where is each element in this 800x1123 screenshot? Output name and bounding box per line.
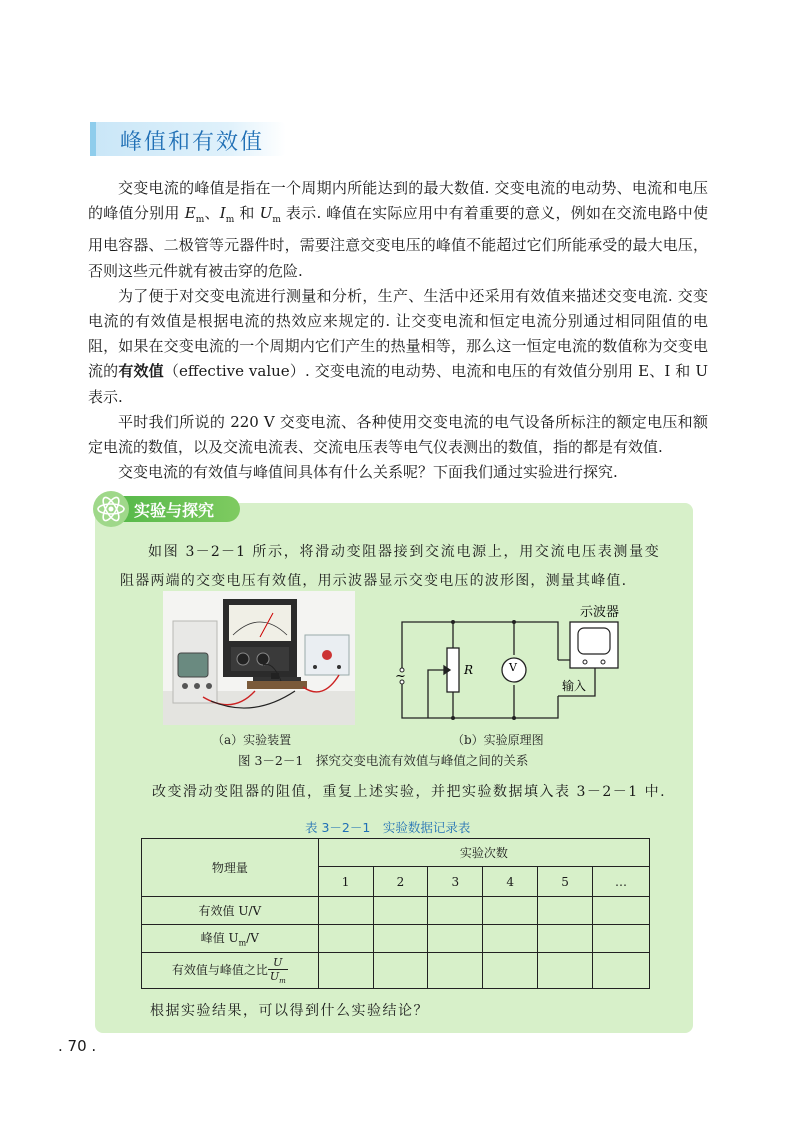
table-cell xyxy=(318,897,373,925)
paragraph-1: 交变电流的峰值是指在一个周期内所能达到的最大数值. 交变电流的电动势、电流和电压的峰值分别用 $E_m$、$I_m$ 和 $U_m$ 表示. 峰值在实际应用中有着重要的意义，例如在交流电路中使用电容器、二极管等元器件时，需要注意交变电压的峰值不能超过它们所能承受的最大电压，否则这些元件就有被击穿的危险. xyxy=(88,179,708,280)
table-cell xyxy=(593,953,650,989)
apparatus-illustration xyxy=(163,591,355,725)
table-header-row xyxy=(142,839,650,867)
table-row xyxy=(142,925,650,953)
trial-number: … xyxy=(593,867,650,897)
conclusion-question: 根据实验结果，可以得到什么实验结论？ xyxy=(150,1003,429,1019)
trial-number: 4 xyxy=(483,867,538,897)
table-cell xyxy=(428,953,483,989)
trial-number: 5 xyxy=(538,867,593,897)
row-label-ratio: 有效值与峰值之比 $\frac{U}{U_m}$ xyxy=(142,953,319,989)
instruction-text: 改变滑动变阻器的阻值，重复上述实验，并把实验数据填入表 3－2－1 中. xyxy=(152,784,667,800)
caption-b: （b）实验原理图 xyxy=(452,733,544,747)
trial-number: 2 xyxy=(373,867,428,897)
table-cell xyxy=(318,953,373,989)
row-label-peak: 峰值 $U_m/V$ xyxy=(142,925,319,953)
voltmeter-label: V xyxy=(509,661,517,674)
key-term: 有效值 xyxy=(118,362,164,381)
row-label-effective: 有效值 U/V xyxy=(142,897,319,925)
table-cell xyxy=(428,925,483,953)
section-title: 峰值和有效值 xyxy=(120,130,265,155)
trial-number: 3 xyxy=(428,867,483,897)
experiment-label: 实验与探究 xyxy=(120,496,240,522)
table-cell xyxy=(593,897,650,925)
table-cell xyxy=(483,897,538,925)
trial-number: 1 xyxy=(318,867,373,897)
circuit-diagram xyxy=(390,600,635,730)
table-cell xyxy=(593,925,650,953)
table-title: 表 3－2－1 实验数据记录表 xyxy=(305,820,471,835)
table-cell xyxy=(483,925,538,953)
trials-header: 实验次数 xyxy=(318,839,649,867)
oscilloscope-label: 示波器 xyxy=(580,605,620,620)
table-cell xyxy=(373,953,428,989)
section-title-banner xyxy=(90,122,286,156)
paragraph-3: 平时我们所说的 220 V 交变电流、各种使用交变电流的电气设备所标注的额定电压和额定电流的数值，以及交流电流表、交流电压表等电气仪表测出的数值，指的都是有效值. xyxy=(88,412,708,457)
ac-source-symbol: ~ xyxy=(395,669,406,684)
table-row xyxy=(142,953,650,989)
table-cell xyxy=(428,897,483,925)
data-table xyxy=(141,838,650,989)
experiment-intro: 如图 3－2－1 所示，将滑动变阻器接到交流电源上，用交流电压表测量变阻器两端的交变电压有效值，用示波器显示交变电压的波形图，测量其峰值. xyxy=(120,544,660,589)
atom-icon xyxy=(92,490,130,528)
ratio-fraction: $\frac{U}{U_m}$ xyxy=(269,955,286,986)
table-cell xyxy=(318,925,373,953)
paragraph-4: 交变电流的有效值与峰值间具体有什么关系呢？下面我们通过实验进行探究. xyxy=(118,463,618,482)
paragraph-2: 为了便于对交变电流进行测量和分析，生产、生活中还采用有效值来描述交变电流. 交变电流的有效值是根据电流的热效应来规定的. 让交变电流和恒定电流分别通过相同阻值的电阻，如果在交变电流的一个周期内它们产生的热量相等，那么这一恒定电流的数值称为交变电流的有效值（effective value）. 交变电流的电动势、电流和电压的有效值分别用 E、I 和 U 表示. xyxy=(88,286,708,406)
body-text xyxy=(88,176,708,485)
table-cell xyxy=(538,897,593,925)
experiment-header xyxy=(92,490,242,524)
resistor-label: R xyxy=(464,663,474,677)
quantity-header: 物理量 xyxy=(142,839,319,897)
table-cell xyxy=(538,953,593,989)
page-number: . 70 . xyxy=(58,1037,97,1055)
table-cell xyxy=(373,897,428,925)
caption-a: （a）实验装置 xyxy=(212,733,292,747)
table-row xyxy=(142,897,650,925)
experiment-photo xyxy=(163,591,355,725)
input-label: 输入 xyxy=(562,679,587,693)
table-cell xyxy=(373,925,428,953)
table-cell xyxy=(538,925,593,953)
table-cell xyxy=(483,953,538,989)
figure-title: 图 3－2－1 探究交变电流有效值与峰值之间的关系 xyxy=(238,753,529,768)
section-title-accent xyxy=(90,122,96,156)
